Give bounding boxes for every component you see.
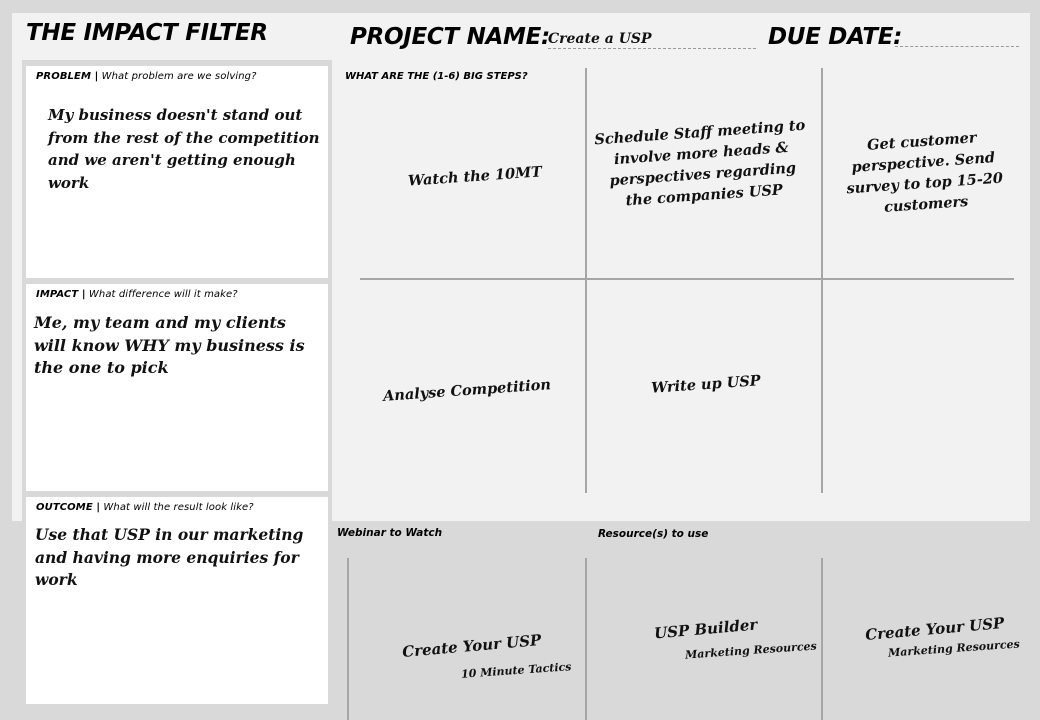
bottom-divider-2 [585,558,587,720]
impact-answer[interactable]: Me, my team and my clients will know WHY my business is the one to pick [34,313,305,377]
resource-1-title[interactable]: USP Builder [653,615,758,643]
step-1[interactable]: Watch the 10MT [407,163,543,190]
webinar-label: Webinar to Watch [337,527,443,539]
outcome-answer[interactable]: Use that USP in our marketing and having more enquiries for work [35,525,304,589]
outcome-card-header [36,502,254,513]
resource-2-subtitle: Marketing Resources [887,637,1021,660]
step-3[interactable]: Get customer perspective. Send survey to top 15-20 customers [845,129,1004,216]
webinar-title[interactable]: Create Your USP [401,630,542,662]
impact-card[interactable] [26,284,328,491]
steps-label: WHAT ARE THE (1-6) BIG STEPS? [345,71,528,82]
grid-divider-vertical-1 [585,68,587,493]
due-date-label: DUE DATE: [768,24,903,50]
project-name-field[interactable]: Create a USP [548,30,756,49]
step-5[interactable]: Write up USP [650,372,762,397]
project-name-label: PROJECT NAME: [350,24,550,50]
due-date-field[interactable] [895,30,1019,47]
outcome-question: What will the result look like? [103,502,254,513]
problem-card[interactable] [26,66,328,278]
webinar-subtitle: 10 Minute Tactics [460,660,572,681]
problem-question: What problem are we solving? [101,71,257,82]
resource-1-subtitle: Marketing Resources [684,639,818,662]
impact-card-header [36,289,238,300]
outcome-label: OUTCOME | [36,502,101,513]
resources-label: Resource(s) to use [598,528,709,540]
impact-label: IMPACT | [36,289,86,300]
bottom-divider-1 [347,558,349,720]
page-title: THE IMPACT FILTER [26,20,268,46]
step-2[interactable]: Schedule Staff meeting to involve more heads & perspectives regarding the companies USP [593,116,806,210]
bottom-divider-3 [821,558,823,720]
problem-label: PROBLEM | [36,71,99,82]
impact-question: What difference will it make? [88,289,238,300]
resource-2-title[interactable]: Create Your USP [864,613,1005,645]
problem-card-header [36,71,257,82]
grid-divider-horizontal [360,278,1014,280]
problem-answer[interactable]: My business doesn't stand out from the rest of the competition and we aren't getting enough work [48,106,320,192]
outcome-card[interactable] [26,497,328,704]
step-4[interactable]: Analyse Competition [382,376,552,405]
grid-divider-vertical-2 [821,68,823,493]
